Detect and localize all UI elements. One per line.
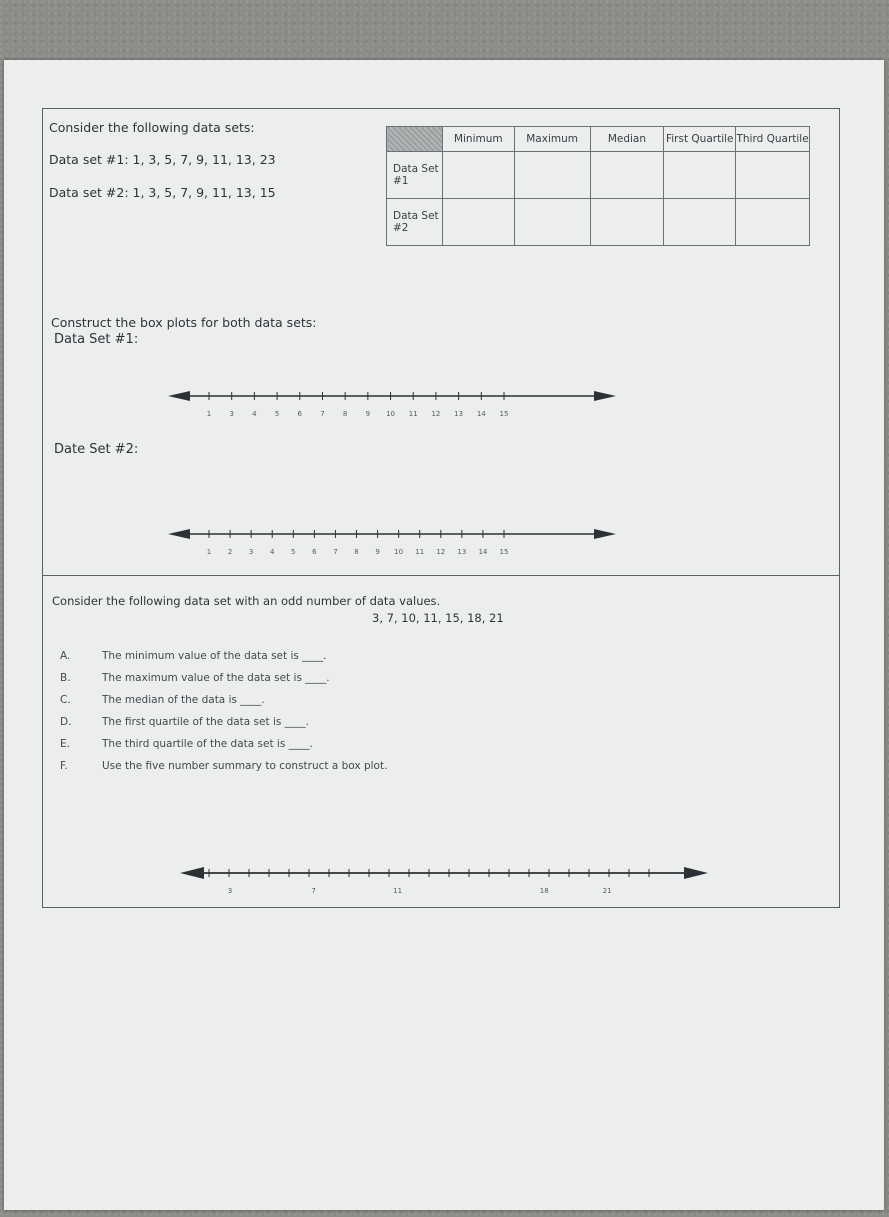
number-line-2 [164, 523, 624, 561]
question-text: The first quartile of the data set is ____. [102, 716, 310, 728]
tick-label: 10 [386, 410, 395, 418]
tick-label: 3 [229, 410, 234, 418]
question-letter: B. [60, 672, 71, 684]
tick-label: 13 [454, 410, 464, 418]
tick-label: 13 [457, 548, 467, 556]
odd-data-values: 3, 7, 10, 11, 15, 18, 21 [372, 611, 504, 625]
construct-prompt: Construct the box plots for both data sets: [51, 315, 317, 330]
right-arrow-icon [684, 867, 708, 879]
tick-label: 18 [539, 887, 549, 895]
tick-label: 15 [499, 410, 509, 418]
tick-label: 3 [248, 548, 254, 556]
tick-label: 8 [342, 410, 348, 418]
cell-ds1-median[interactable] [590, 151, 664, 198]
cell-ds1-minimum[interactable] [442, 151, 514, 198]
tick-label: 7 [320, 410, 325, 418]
question-text: The maximum value of the data set is ____. [102, 672, 330, 684]
tick-label: 12 [436, 548, 446, 556]
tick-label: 3 [227, 887, 233, 895]
tick-label: 1 [206, 410, 212, 418]
tick-label: 4 [269, 548, 275, 556]
cell-ds1-first-quartile[interactable] [664, 151, 736, 198]
tick-label: 11 [393, 887, 403, 895]
table-row [387, 151, 810, 198]
tick-label: 5 [291, 548, 296, 556]
tick-label: 11 [415, 548, 425, 556]
table-corner-cell [387, 127, 443, 152]
summary-table [386, 126, 810, 246]
left-arrow-icon [180, 867, 204, 879]
left-arrow-icon [168, 529, 190, 539]
data-set-2-text: Data set #2: 1, 3, 5, 7, 9, 11, 13, 15 [49, 185, 276, 200]
tick-label: 14 [476, 410, 486, 418]
question-text: The median of the data is ____. [102, 694, 265, 706]
plot-2-label: Date Set #2: [54, 442, 139, 457]
cell-ds1-maximum[interactable] [514, 151, 590, 198]
tick-label: 7 [333, 548, 338, 556]
question-text: Use the five number summary to construct a box plot. [102, 760, 388, 772]
tick-label: 11 [408, 410, 418, 418]
row-header-data-set-1: Data Set #1 [387, 151, 443, 198]
tick-label: 2 [227, 548, 233, 556]
tick-label: 5 [274, 410, 280, 418]
right-arrow-icon [594, 529, 616, 539]
tick-label: 9 [375, 548, 380, 556]
question-letter: C. [60, 694, 71, 706]
question-text: The minimum value of the data set is ____. [102, 650, 327, 662]
question-letter: D. [60, 716, 72, 728]
row-header-data-set-2: Data Set #2 [387, 198, 443, 245]
intro-text: Consider the following data sets: [49, 120, 255, 135]
number-line-3 [174, 860, 714, 900]
cell-ds2-third-quartile[interactable] [736, 198, 810, 245]
section-divider [42, 575, 840, 576]
plot-1-label: Data Set #1: [54, 332, 139, 347]
tick-label: 1 [206, 548, 212, 556]
col-header-median: Median [590, 127, 664, 152]
odd-data-prompt: Consider the following data set with an odd number of data values. [52, 594, 441, 608]
tick-label: 6 [312, 548, 317, 556]
tick-label: 9 [365, 410, 371, 418]
table-row [387, 198, 810, 245]
tick-label: 7 [311, 887, 316, 895]
cell-ds1-third-quartile[interactable] [736, 151, 810, 198]
tick-label: 10 [394, 548, 404, 556]
question-text: The third quartile of the data set is ____. [102, 738, 313, 750]
cell-ds2-maximum[interactable] [514, 198, 590, 245]
tick-label: 12 [431, 410, 441, 418]
data-set-1-text: Data set #1: 1, 3, 5, 7, 9, 11, 13, 23 [49, 152, 276, 167]
cell-ds2-first-quartile[interactable] [664, 198, 736, 245]
summary-header-row [387, 127, 810, 152]
number-line-1 [164, 385, 624, 423]
tick-label: 15 [499, 548, 509, 556]
tick-label: 4 [252, 410, 257, 418]
col-header-maximum: Maximum [514, 127, 590, 152]
worksheet-paper [4, 60, 884, 1210]
col-header-minimum: Minimum [442, 127, 514, 152]
tick-label: 6 [297, 410, 303, 418]
col-header-third-quartile: Third Quartile [736, 127, 810, 152]
question-letter: F. [60, 760, 68, 772]
tick-label: 21 [602, 887, 612, 895]
question-letter: A. [60, 650, 71, 662]
question-letter: E. [60, 738, 70, 750]
tick-label: 8 [354, 548, 359, 556]
tick-label: 14 [478, 548, 488, 556]
cell-ds2-minimum[interactable] [442, 198, 514, 245]
left-arrow-icon [168, 391, 190, 401]
right-arrow-icon [594, 391, 616, 401]
cell-ds2-median[interactable] [590, 198, 664, 245]
col-header-first-quartile: First Quartile [664, 127, 736, 152]
